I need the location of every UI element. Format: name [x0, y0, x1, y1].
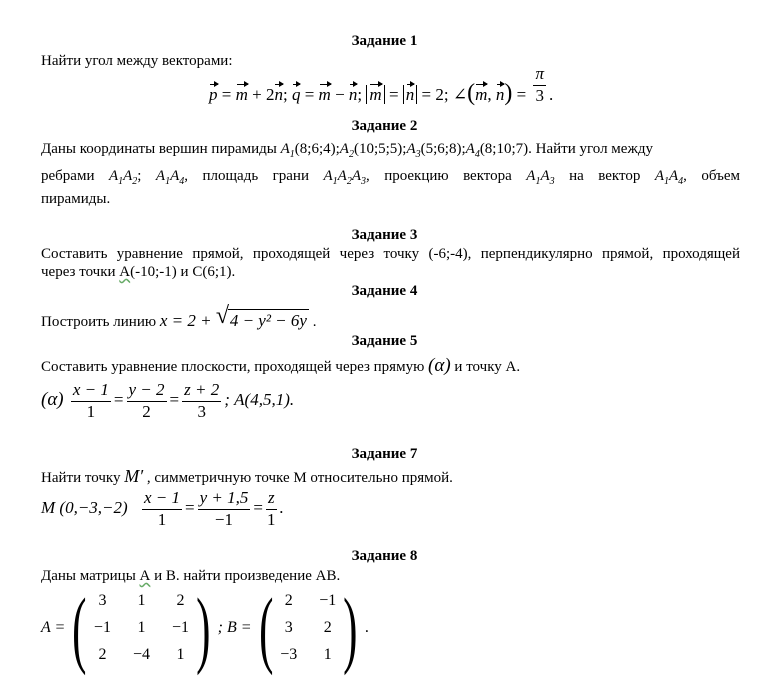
matrix-cell: 2 [98, 646, 107, 663]
task-7-title: Задание 7 [351, 446, 418, 462]
task-1-text: Найти угол между векторами: [41, 53, 233, 69]
task-7-text: Найти точку M′ , симметричную точке М относительно прямой. [41, 466, 453, 486]
task-8-matrices: A = ( 3 1 2 −1 1 −1 2 −4 1 ) ; B = ( 2 −1 3 2 −3 1 ) . [41, 580, 369, 676]
task-1-formula: p = m + 2n; q = m − n; m = n = 2; ∠(m, n) = $\frac{\pi}{3}$ . [209, 63, 554, 106]
task-3-title: Задание 3 [351, 227, 418, 243]
matrix-cell: 3 [98, 592, 107, 609]
matrix-cell: −4 [132, 646, 150, 663]
task-4-line: Построить линию x = 2 + √ 4 − y² − 6y . [41, 303, 317, 330]
matrix-cell: 1 [137, 619, 146, 636]
task-4-title: Задание 4 [351, 283, 418, 299]
matrix-cell: 2 [176, 592, 185, 609]
task-3-line-2: через точки А(-10;-1) и С(6;1). [41, 264, 236, 280]
vector-q: q [291, 85, 301, 104]
task-2-line-2: ребрами $A_1A_2$; $A_1A_4$, площадь грани $A_1A_2A_3$, проекцию вектора $A_1A_3$ на вектор $A_1A_4$, объем [41, 168, 741, 187]
vector-m: m [235, 85, 248, 104]
task-2-line-3: пирамиды. [41, 191, 111, 207]
task-2-line-1: Даны координаты вершин пирамиды $A_1(8;6;4);A_2(10;5;5);A_3(5;6;8);A_4(8;10;7)$. Найти угол между [41, 141, 653, 160]
sqrt-expression: √ 4 − y² − 6y [215, 303, 307, 330]
task-3-line-1: Составить уравнение прямой, проходящей через точку (-6;-4), перпендикулярно прямой, проходящей [41, 246, 740, 262]
matrix-cell: 1 [137, 592, 146, 609]
task-8-text: Даны матрицы А и В. найти произведение АВ. [41, 568, 341, 584]
task-5-title: Задание 5 [351, 333, 418, 349]
matrix-a: ( 3 1 2 −1 1 −1 2 −4 1 ) [72, 580, 211, 676]
task-2-title: Задание 2 [351, 118, 418, 134]
vector-n: n [274, 85, 283, 104]
matrix-cell: −3 [280, 646, 298, 663]
matrix-cell: −1 [319, 592, 337, 609]
matrix-cell: 2 [284, 592, 293, 609]
task-5-text: Составить уравнение плоскости, проходящей через прямую (α) и точку А. [41, 355, 521, 376]
matrix-cell: −1 [93, 619, 111, 636]
matrix-cell: 1 [323, 646, 332, 663]
task-1-title: Задание 1 [351, 33, 418, 49]
vector-p: p [209, 85, 218, 104]
matrix-b: ( 2 −1 3 2 −3 1 ) [258, 580, 358, 676]
matrix-cell: 2 [323, 619, 332, 636]
matrix-a-cells [94, 592, 189, 664]
matrix-cell: 3 [284, 619, 293, 636]
task-7-formula: M (0,−3,−2) $\frac{x - 1}{1}$ = $\frac{y + 1,5}{-1}$ = $\frac{z}{1}$ . [41, 488, 284, 529]
task-8-title: Задание 8 [351, 548, 418, 564]
matrix-b-cells [280, 592, 336, 664]
task-5-formula: (α) $\frac{x - 1}{1}$ = $\frac{y - 2}{2}$ = $\frac{z + 2}{3}$ ; A(4,5,1). [41, 380, 295, 421]
matrix-cell: −1 [171, 619, 190, 636]
matrix-cell: 1 [176, 646, 185, 663]
